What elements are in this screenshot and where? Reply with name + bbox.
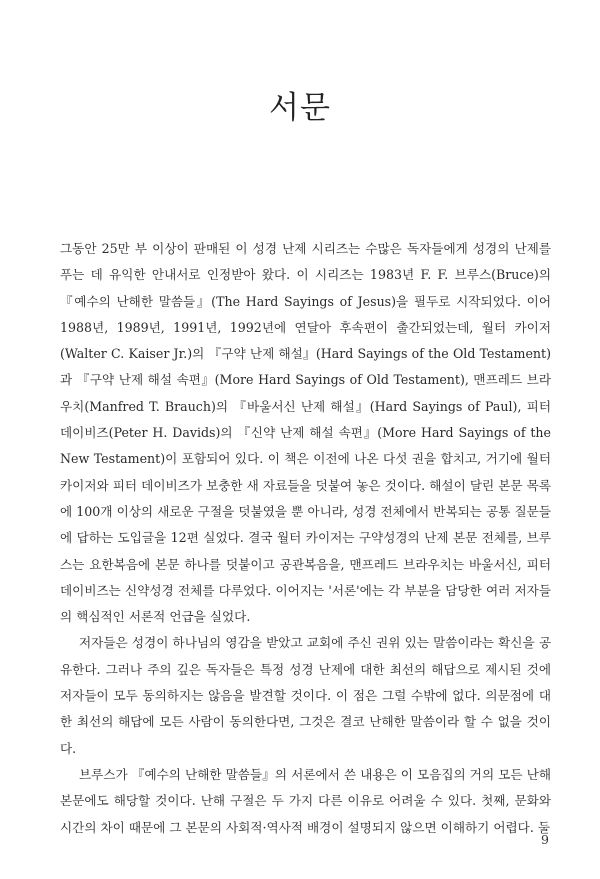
page-number: 9 xyxy=(541,832,549,847)
paragraph: 그동안 25만 부 이상이 판매된 이 성경 난제 시리즈는 수많은 독자들에게 성경의 난제를 푸는 데 유익한 안내서로 인정받아 왔다. 이 시리즈는 1983년 F. F. 브루스(Bruce)의 『예수의 난해한 말씀들』(The Hard Sayings of Jesus)을 필두로 시작되었다. 이어 1988년, 1989년, 1991년, 1992년에 연달아 후속편이 출간되었는데, 월터 카이저(Walter C. Kaiser Jr.)의 『구약 난제 해설』(Hard Sayings of the Old Testament)과 『구약 난제 해설 속편』(More Hard Sayings of Old Testament), 맨프레드 브라우치(Manfred T. Brauch)의 『바울서신 난제 해설』(Hard Sayings of Paul), 피터 데이비즈(Peter H. Davids)의 『신약 난제 해설 속편』(More Hard Sayings of the New Testament)이 포함되어 있다. 이 책은 이전에 나온 다섯 권을 합치고, 거기에 월터 카이저와 피터 데이비즈가 보충한 새 자료들을 덧붙여 놓은 것이다. 해설이 달린 본문 목록에 100개 이상의 새로운 구절을 덧붙였을 뿐 아니라, 성경 전체에서 반복되는 공통 질문들에 답하는 도입글을 12편 실었다. 결국 월터 카이저는 구약성경의 난제 본문 전체를, 브루스는 요한복음에 본문 하나를 덧붙이고 공관복음을, 맨프레드 브라우치는 바울서신, 피터 데이비즈는 신약성경 전체를 다루었다. 이어지는 '서론'에는 각 부분을 담당한 여러 저자들의 핵심적인 서론적 언급을 실었다. xyxy=(60,241,551,625)
paragraph: 브루스가 『예수의 난해한 말씀들』의 서론에서 쓴 내용은 이 모음집의 거의 모든 난해 본문에도 해당할 것이다. 난해 구절은 두 가지 다른 이유로 어려울 수 있다. 첫째, 문화와 시간의 차이 때문에 그 본문의 사회적·역사적 배경이 설명되지 않으면 이해하기 어렵다. 둘 xyxy=(60,766,551,835)
body-text xyxy=(60,236,551,841)
page-title: 서문 xyxy=(269,90,331,126)
paragraph: 저자들은 성경이 하나님의 영감을 받았고 교회에 주신 권위 있는 말씀이라는 확신을 공유한다. 그러나 주의 깊은 독자들은 특정 성경 난제에 대한 최선의 해답으로 제시된 것에 저자들이 모두 동의하지는 않음을 발견할 것이다. 이 점은 그럴 수밖에 없다. 의문점에 대한 최선의 해답에 모든 사람이 동의한다면, 그것은 결코 난해한 말씀이라 할 수 없을 것이다. xyxy=(60,635,551,756)
